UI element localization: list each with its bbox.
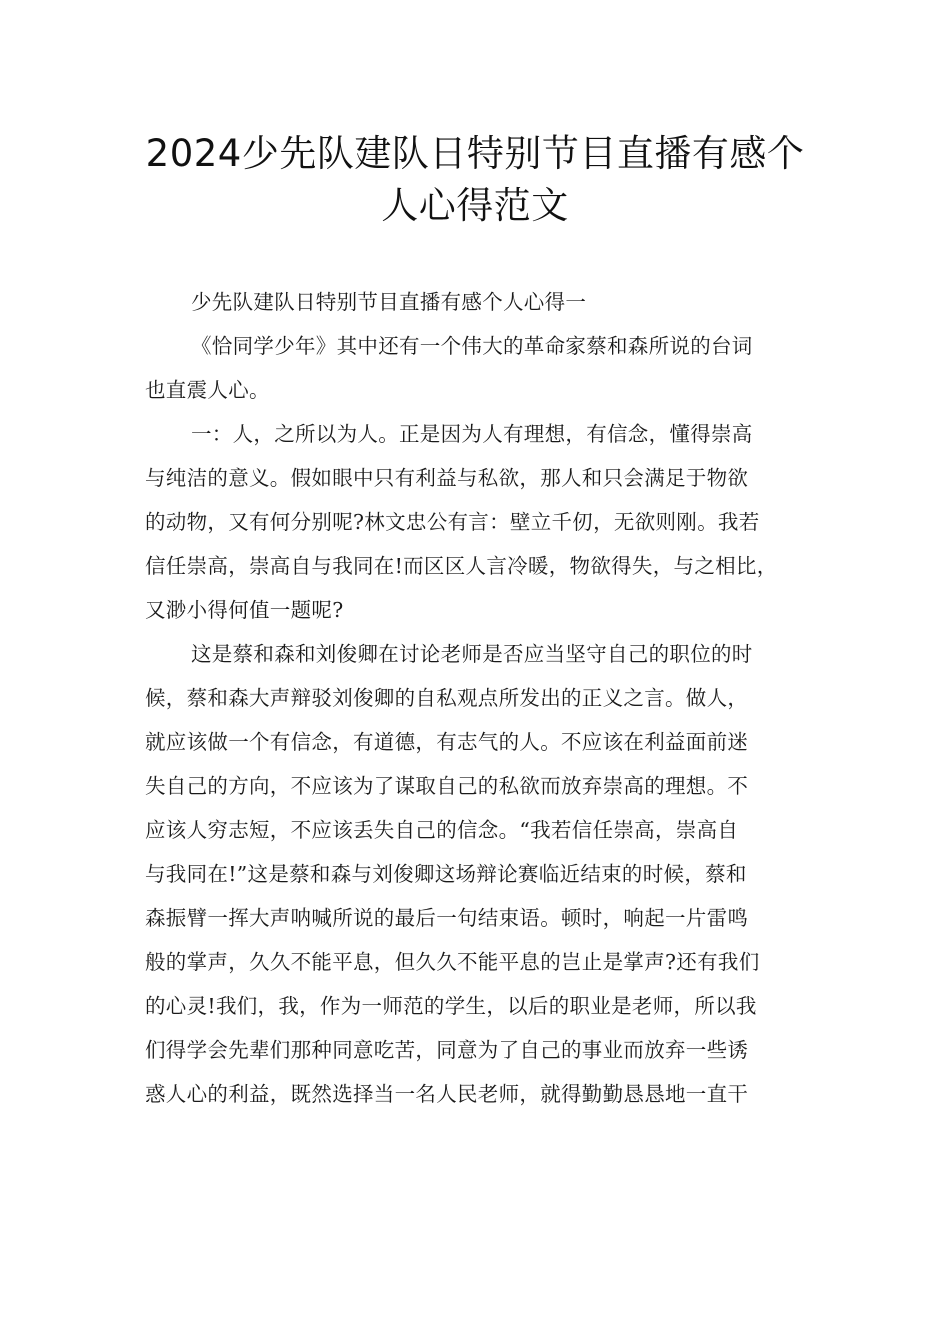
text-line: 森振臂一挥大声呐喊所说的最后一句结束语。顿时，响起一片雷鸣 — [145, 906, 749, 930]
text-line: 候，蔡和森大声辩驳刘俊卿的自私观点所发出的正义之言。做人， — [145, 686, 749, 710]
text-line: 也直震人心。 — [145, 378, 270, 402]
text-line: 又渺小得何值一题呢? — [145, 598, 344, 622]
paragraph — [145, 324, 825, 412]
text-line: 失自己的方向，不应该为了谋取自己的私欲而放弃崇高的理想。不 — [145, 774, 749, 798]
text-line: 与我同在!”这是蔡和森与刘俊卿这场辩论赛临近结束的时候，蔡和 — [145, 862, 747, 886]
text-line: 信任崇高，崇高自与我同在!而区区人言冷暖，物欲得失，与之相比， — [145, 554, 778, 578]
text-line: 的动物，又有何分别呢?林文忠公有言：壁立千仞，无欲则刚。我若 — [145, 510, 760, 534]
text-line: 应该人穷志短，不应该丢失自己的信念。“我若信任崇高，崇高自 — [145, 818, 739, 842]
text-line: 一：人，之所以为人。正是因为人有理想，有信念，懂得崇高 — [191, 422, 753, 446]
text-line: 般的掌声，久久不能平息，但久久不能平息的岂止是掌声?还有我们 — [145, 950, 760, 974]
text-line: 这是蔡和森和刘俊卿在讨论老师是否应当坚守自己的职位的时 — [191, 642, 753, 666]
text-line: 与纯洁的意义。假如眼中只有利益与私欲，那人和只会满足于物欲 — [145, 466, 749, 490]
title-line: 2024少先队建队日特别节目直播有感个 — [145, 132, 805, 175]
text-line: 的心灵!我们，我，作为一师范的学生，以后的职业是老师，所以我 — [145, 994, 757, 1018]
paragraph — [145, 632, 825, 1116]
title-line: 人心得范文 — [381, 184, 569, 227]
text-line: 惑人心的利益，既然选择当一名人民老师，就得勤勤恳恳地一直干 — [145, 1082, 749, 1106]
text-line: 《恰同学少年》其中还有一个伟大的革命家蔡和森所说的台词 — [191, 334, 753, 358]
text-line: 们得学会先辈们那种同意吃苦，同意为了自己的事业而放弃一些诱 — [145, 1038, 749, 1062]
text-line: 就应该做一个有信念，有道德，有志气的人。不应该在利益面前迷 — [145, 730, 749, 754]
paragraph — [145, 280, 825, 324]
text-line: 少先队建队日特别节目直播有感个人心得一 — [191, 290, 587, 314]
document-body — [145, 280, 825, 1116]
document-title — [120, 128, 830, 232]
paragraph — [145, 412, 825, 632]
